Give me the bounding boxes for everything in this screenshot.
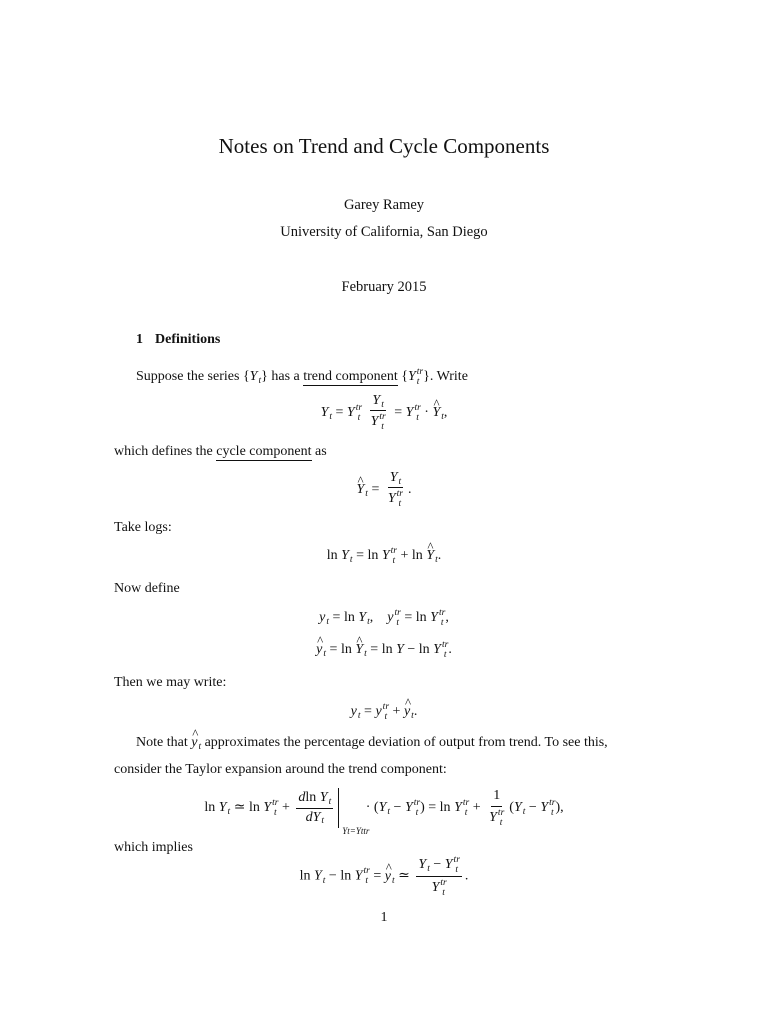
equation-define-yhat: ^ $y_t = \ln$ ^ $Y_t = \ln Y - \ln Y$ tr t . — [0, 640, 768, 660]
math-trend-series: {Y tr t } — [401, 367, 430, 387]
math-series: $\{Y_t\}$ — [242, 369, 268, 387]
equation-taylor: $\ln Y_t$ ≃ ln Y tr t + $\frac{dln Y_t}{dY_t}$ Yt=Yttr · ($Y_t - Y$ tr t ) = ln Y tr t + 1 Y tr t ($Y_t - Y$ tr t ), — [204, 788, 564, 836]
paper-date: February 2015 — [341, 279, 427, 295]
author-name: Garey Ramey — [343, 197, 425, 213]
page-number: 1 — [380, 910, 388, 925]
equation-logs: $\ln Y_t = \ln Y$ tr t + ln ^ $Y_t$. — [0, 546, 768, 566]
section-heading — [136, 332, 220, 348]
equation-cycle-definition: ^ $Y_t$ = $Y_t$ Y tr t . — [0, 470, 768, 509]
equation-percentage-deviation: $\ln Y_t - \ln Y$ tr t = ^ $y_t$ ≃ $Y_t - Y$ tr t Y tr t . — [0, 855, 768, 898]
term-trend-component: trend component — [303, 369, 398, 385]
paragraph-5: Then we may write: — [114, 675, 227, 690]
paragraph-1: Suppose the series $\{Y_t\}$ has a trend component {Y tr t }. Write — [136, 367, 468, 387]
section-title: Definitions — [155, 332, 221, 347]
evaluation-bar: Yt=Yttr — [338, 788, 339, 828]
equation-decomposition: $Y_t = Y$ tr t $Y_t$ Y tr t = Y tr t · ^ $Y_t$, — [0, 393, 768, 432]
section-number: 1 — [136, 332, 143, 347]
paper-title: Notes on Trend and Cycle Components — [218, 134, 550, 158]
paragraph-6: Note that ^ $y_t$ approximates the percentage deviation of output from trend. To see this, — [136, 735, 608, 751]
paragraph-3: Take logs: — [114, 520, 172, 535]
paragraph-2: which defines the cycle component as — [114, 444, 327, 459]
paragraph-7: consider the Taylor expansion around the trend component: — [114, 762, 447, 777]
equation-define-y: $y_t = \ln Y_t$, y tr t = ln Y tr t , — [319, 608, 449, 628]
paragraph-4: Now define — [114, 581, 180, 596]
paragraph-8: which implies — [114, 840, 193, 855]
term-cycle-component: cycle component — [216, 444, 312, 459]
author-affiliation: University of California, San Diego — [280, 224, 488, 240]
equation-sum: $y_t = y$ tr t + ^ $y_t$. — [0, 702, 768, 722]
